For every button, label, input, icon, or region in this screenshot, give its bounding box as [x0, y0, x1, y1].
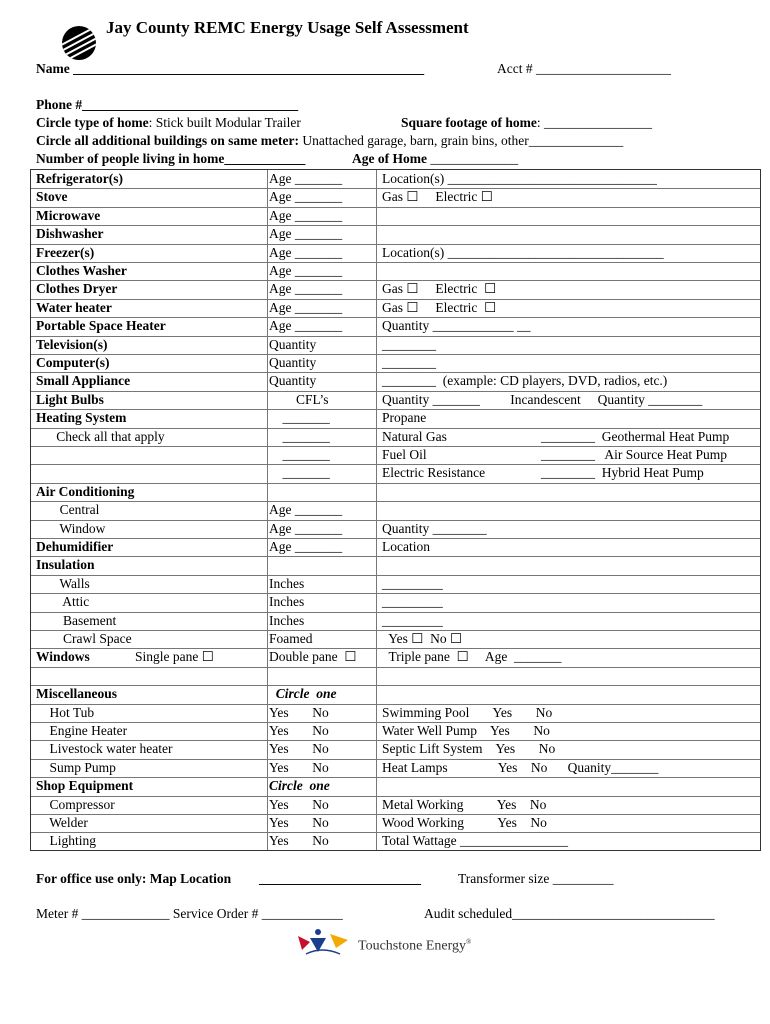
row-field-3[interactable]: Fuel Oil	[382, 447, 427, 462]
audit-scheduled-field[interactable]: Audit scheduled______________________________	[424, 906, 715, 921]
row-field-3[interactable]: ________	[382, 337, 436, 352]
row-field-4[interactable]: ________ Air Source Heat Pump	[541, 447, 727, 462]
row-field-2[interactable]: Quantity	[269, 337, 317, 352]
row-field-3[interactable]: Location	[382, 539, 430, 554]
row-field-2[interactable]: _______	[269, 465, 330, 480]
row-field-2[interactable]: Age _______	[269, 318, 343, 333]
row-field-2[interactable]: Inches	[269, 613, 305, 628]
row-field-2[interactable]: Age _______	[269, 208, 343, 223]
row-field-3[interactable]: ________ (example: CD players, DVD, radios, etc.)	[382, 373, 668, 388]
buildings-line	[36, 133, 623, 149]
row-label: Freezer(s)	[36, 245, 95, 260]
row-divider	[31, 667, 760, 668]
row-field-2[interactable]: Age _______	[269, 539, 343, 554]
row-field-3[interactable]: Gas ☐ Electric ☐	[382, 300, 497, 315]
remc-logo-icon	[62, 26, 96, 60]
row-field-3[interactable]: Location(s) ________________________________	[382, 245, 664, 260]
row-field-2[interactable]: Age _______	[269, 189, 343, 204]
row-field-2[interactable]: Age _______	[269, 263, 343, 278]
column-divider	[376, 170, 377, 850]
row-field-3[interactable]: _________	[382, 576, 443, 591]
row-label: Clothes Washer	[36, 263, 127, 278]
row-label: Welder	[36, 815, 88, 830]
row-label: Dishwasher	[36, 226, 104, 241]
row-label: Clothes Dryer	[36, 281, 118, 296]
page-title: Jay County REMC Energy Usage Self Assessment	[106, 18, 469, 37]
row-label: Lighting	[36, 833, 96, 848]
transformer-field[interactable]: Transformer size _________	[458, 871, 614, 886]
row-field-3[interactable]: Quantity ________	[382, 521, 487, 536]
row-label: Water heater	[36, 300, 112, 315]
row-divider	[31, 685, 760, 686]
age-home-label: Age of Home	[352, 151, 427, 166]
home-type-line	[36, 115, 301, 131]
row-divider	[31, 777, 760, 778]
home-type-label: Circle type of home	[36, 115, 149, 130]
row-field-2[interactable]: Yes No	[269, 815, 329, 830]
row-field-3[interactable]: Wood Working Yes No	[382, 815, 547, 830]
row-field-2[interactable]: Double pane ☐	[269, 649, 357, 664]
row-field-3[interactable]: Quantity ____________ __	[382, 318, 531, 333]
brand-name: Touchstone Energy®	[358, 938, 472, 954]
row-field-3[interactable]: Total Wattage ________________	[382, 833, 568, 848]
buildings-label: Circle all additional buildings on same meter:	[36, 133, 300, 148]
row-field-2[interactable]: Inches	[269, 594, 305, 609]
row-field-3[interactable]: Propane	[382, 410, 427, 425]
row-field-2[interactable]: Yes No	[269, 833, 329, 848]
row-field-3[interactable]: Gas ☐ Electric ☐	[382, 189, 493, 204]
touchstone-figures-icon	[296, 926, 356, 956]
row-field-3[interactable]: Water Well Pump Yes No	[382, 723, 550, 738]
row-label: Basement	[36, 613, 117, 628]
row-label: Livestock water heater	[36, 741, 173, 756]
row-field-2[interactable]: Yes No	[269, 723, 329, 738]
map-location-field[interactable]: ________________________	[259, 871, 421, 886]
row-label: Heating System	[36, 410, 127, 425]
row-field-2[interactable]: _______	[269, 429, 330, 444]
row-label: Engine Heater	[36, 723, 128, 738]
row-field-2[interactable]: Yes No	[269, 760, 329, 775]
row-field-3[interactable]: Triple pane ☐ Age _______	[382, 649, 562, 664]
row-field-3[interactable]: Metal Working Yes No	[382, 797, 547, 812]
row-label: Central	[36, 502, 100, 517]
row-field-3[interactable]: Quantity _______ Incandescent Quantity ________	[382, 392, 703, 407]
row-field-2[interactable]: Age _______	[269, 171, 343, 186]
phone-field[interactable]: Phone #________________________________	[36, 97, 299, 112]
row-divider	[31, 556, 760, 557]
row-field-3[interactable]: Location(s) _______________________________	[382, 171, 657, 186]
row-label: Stove	[36, 189, 68, 204]
row-field-2[interactable]: Quantity	[269, 355, 317, 370]
acct-field[interactable]: Acct # ____________________	[497, 61, 671, 76]
row-label: Compressor	[36, 797, 115, 812]
row-divider	[31, 262, 760, 263]
people-field[interactable]: Number of people living in home____________	[36, 151, 306, 166]
row-label: Sump Pump	[36, 760, 116, 775]
row-field-2[interactable]: Age _______	[269, 521, 343, 536]
row-divider	[31, 501, 760, 502]
row-field-2[interactable]: Circle one	[269, 686, 337, 701]
row-field-2[interactable]: Quantity	[269, 373, 317, 388]
row-label: Microwave	[36, 208, 101, 223]
row-label: Check all that apply	[36, 429, 165, 444]
row-field-3[interactable]: ________	[382, 355, 436, 370]
sqft-line	[401, 115, 652, 131]
buildings-options[interactable]: Unattached garage, barn, grain bins, other______________	[299, 133, 624, 148]
row-label: Walls	[36, 576, 90, 591]
row-label: Air Conditioning	[36, 484, 135, 499]
row-label: Dehumidifier	[36, 539, 114, 554]
row-field-2[interactable]: Age _______	[269, 281, 343, 296]
name-field[interactable]: Name ____________________________________________________	[36, 61, 425, 76]
column-divider	[267, 170, 268, 850]
row-field-4[interactable]: ________ Hybrid Heat Pump	[541, 465, 704, 480]
row-field-2[interactable]: Age _______	[269, 226, 343, 241]
row-field-2[interactable]: Yes No	[269, 741, 329, 756]
row-label: Attic	[36, 594, 90, 609]
row-label: Light Bulbs	[36, 392, 104, 407]
row-field-2[interactable]: Yes No	[269, 797, 329, 812]
assessment-table	[30, 169, 761, 851]
row-field-2[interactable]: Yes No	[269, 705, 329, 720]
row-field-3[interactable]: Septic Lift System Yes No	[382, 741, 556, 756]
row-label: Insulation	[36, 557, 95, 572]
sqft-field[interactable]: : ________________	[536, 115, 653, 130]
row-label: Window	[36, 521, 106, 536]
row-option[interactable]: Single pane ☐	[135, 649, 214, 664]
home-type-options[interactable]: : Stick built Modular Trailer	[148, 115, 301, 130]
row-label: Refrigerator(s)	[36, 171, 123, 186]
row-label: Small Appliance	[36, 373, 131, 388]
age-home-field[interactable]: _____________	[426, 151, 519, 166]
row-field-2[interactable]: Age _______	[269, 502, 343, 517]
row-field-3[interactable]: Gas ☐ Electric ☐	[382, 281, 497, 296]
row-field-2[interactable]: _______	[269, 447, 330, 462]
row-label: Miscellaneous	[36, 686, 117, 701]
row-field-3[interactable]: _________	[382, 613, 443, 628]
row-field-3[interactable]: Electric Resistance	[382, 465, 486, 480]
meter-service-order-field[interactable]: Meter # _____________ Service Order # ____________	[36, 906, 343, 921]
row-label: Computer(s)	[36, 355, 110, 370]
row-field-3[interactable]: Natural Gas	[382, 429, 447, 444]
row-label: Portable Space Heater	[36, 318, 166, 333]
row-field-2[interactable]: Circle one	[269, 778, 330, 793]
row-field-2[interactable]: Inches	[269, 576, 305, 591]
row-field-3[interactable]: Yes ☐ No ☐	[382, 631, 463, 646]
row-label: Shop Equipment	[36, 778, 134, 793]
office-use-label: For office use only: Map Location	[36, 871, 232, 886]
row-field-4[interactable]: ________ Geothermal Heat Pump	[541, 429, 730, 444]
row-field-2[interactable]: Age _______	[269, 245, 343, 260]
age-home-line	[352, 151, 518, 167]
row-field-2[interactable]: Age _______	[269, 300, 343, 315]
row-label: Hot Tub	[36, 705, 95, 720]
row-label: Crawl Space	[36, 631, 132, 646]
row-field-3[interactable]: Swimming Pool Yes No	[382, 705, 553, 720]
row-field-2[interactable]: Foamed	[269, 631, 313, 646]
row-field-3[interactable]: Heat Lamps Yes No Quanity_______	[382, 760, 659, 775]
row-field-2[interactable]: _______	[269, 410, 330, 425]
row-label: Windows	[36, 649, 90, 664]
row-field-2[interactable]: CFL’s	[269, 392, 329, 407]
touchstone-energy-logo	[296, 926, 472, 960]
row-label: Television(s)	[36, 337, 108, 352]
row-divider	[31, 483, 760, 484]
row-field-3[interactable]: _________	[382, 594, 443, 609]
sqft-label: Square footage of home	[401, 115, 537, 130]
row-divider	[31, 225, 760, 226]
row-divider	[31, 207, 760, 208]
